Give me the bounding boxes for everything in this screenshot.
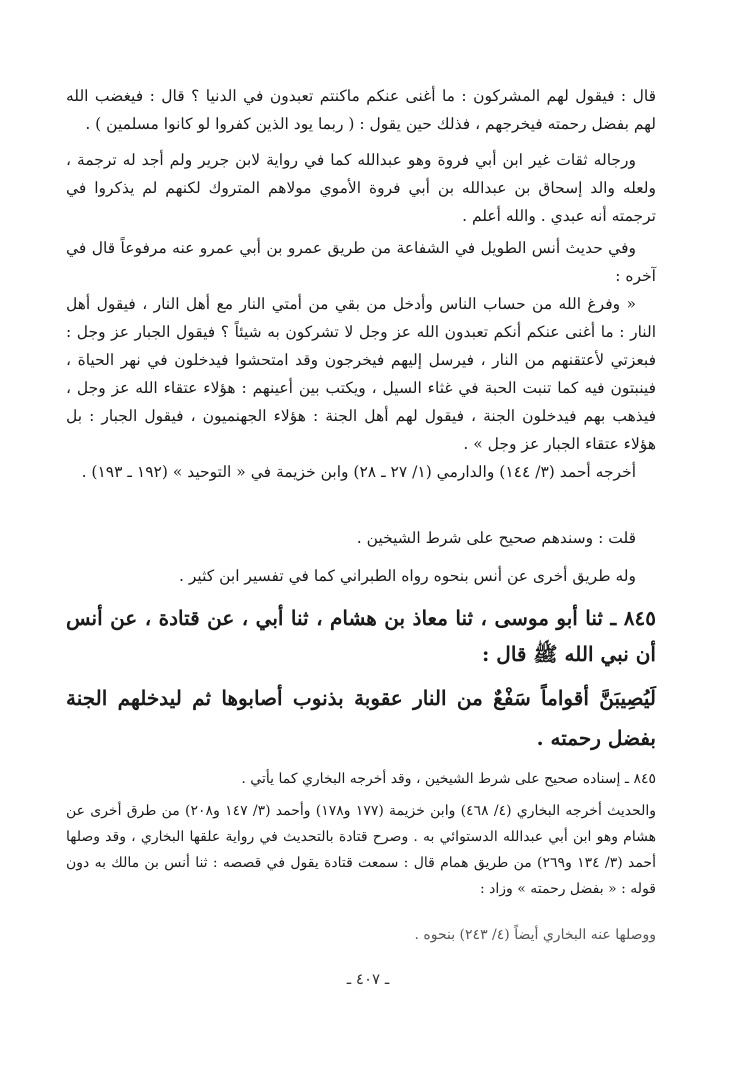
footnote-text: ووصلها عنه البخاري أيضاً (٤/ ٢٤٣) بنحوه . <box>414 927 656 943</box>
text-paragraph: وله طريق أخرى عن أنس بنحوه رواه الطبراني كما في تفسير ابن كثير . <box>179 567 636 585</box>
paragraph-5-takhrij <box>66 458 656 486</box>
hadith-845-isnad <box>66 600 656 672</box>
footnote-text: والحديث أخرجه البخاري (٤/ ٤٦٨) وابن خزيمة (١٧٧ و١٧٨) وأحمد (٣/ ١٤٧ و٢٠٨) من طرق أخرى عن هشام وهو ابن أبي عبدالله الدستوائي به . وصرح قتادة بالتحديث في رواية علقها البخاري ، وقد وصلها أحمد (٣/ ١٣٤ و٢٦٩) من طريق همام قال : سمعت قتادة يقول في قصصه : ثنا أنس بن مالك به دون قوله : « بفضل رحمته » وزاد : <box>66 803 657 897</box>
text-paragraph: قال : فيقول لهم المشركون : ما أغنى عنكم ماكنتم تعبدون في الدنيا ؟ قال : فيغضب الله لهم بفضل رحمته فيخرجهم ، فذلك حين يقول : ( ربما يود الذين كفروا لو كانوا مسلمين ) . <box>66 87 656 133</box>
page-number: ـ ٤٠٧ ـ <box>346 970 390 988</box>
text-paragraph: وفي حديث أنس الطويل في الشفاعة من طريق عمرو بن أبي عمرو عنه مرفوعاً قال في آخره : <box>66 239 656 285</box>
footnote-3 <box>66 922 656 948</box>
hadith-isnad: ٨٤٥ ـ ثنا أبو موسى ، ثنا معاذ بن هشام ، ثنا أبي ، عن قتادة ، عن أنس أن نبي الله ﷺ قال : <box>66 606 656 666</box>
paragraph-7 <box>66 562 656 590</box>
paragraph-4-quote <box>66 290 656 458</box>
hadith-845-matn <box>66 678 656 758</box>
text-paragraph: ورجاله ثقات غير ابن أبي فروة وهو عبدالله كما في رواية لابن جرير ولم أجد له ترجمة ، ولعله والد إسحاق بن عبدالله بن أبي فروة الأموي مولاهم المتروك لكنهم لم يذكروا في ترجمته أنه عبدي . والله أعلم . <box>66 151 656 225</box>
paragraph-6 <box>66 524 656 552</box>
paragraph-2 <box>66 146 656 230</box>
text-paragraph: أخرجه أحمد (٣/ ١٤٤) والدارمي (١/ ٢٧ ـ ٢٨) وابن خزيمة في « التوحيد » (١٩٢ ـ ١٩٣) . <box>81 463 636 481</box>
quoted-hadith-text: « وفرغ الله من حساب الناس وأدخل من بقي من أمتي النار مع أهل النار ، فيقول أهل النار : ما أغنى عنكم أنكم تعبدون الله عز وجل لا تشركون به شيئاً ؟ فيقول الجبار عز وجل : فبعزتي لأعتقنهم من النار ، فيرسل إليهم فيخرجون وقد امتحشوا فيدخلون في نهر الحياة ، فينبتون فيه كما تنبت الحبة في غثاء السيل ، ويكتب بين أعينهم : هؤلاء عتقاء الله عز وجل ، فيذهب بهم فيدخلون الجنة ، فيقول لهم أهل الجنة : هؤلاء الجهنميون ، فيقول الجبار : بل هؤلاء عتقاء الجبار عز وجل » . <box>66 295 656 453</box>
footnote-1 <box>66 766 656 792</box>
hadith-matn: لَيُصِيبَنَّ أقواماً سَفْعٌ من النار عقوبة بذنوب أصابوها ثم ليدخلهم الجنة بفضل رحمته . <box>66 686 656 750</box>
paragraph-3 <box>66 234 656 290</box>
text-paragraph: قلت : وسندهم صحيح على شرط الشيخين . <box>356 529 636 547</box>
paragraph-1 <box>66 82 656 138</box>
footnote-2 <box>66 798 656 902</box>
footnote-text: ٨٤٥ ـ إسناده صحيح على شرط الشيخين ، وقد أخرجه البخاري كما يأتي . <box>241 771 656 787</box>
